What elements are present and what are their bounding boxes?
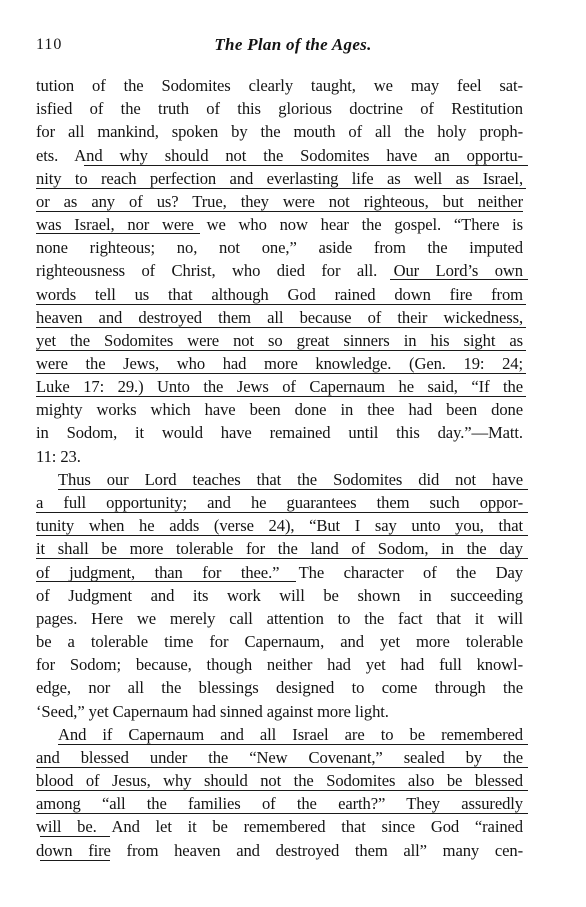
text-line: yet the Sodomites were not so great sinners in his sight as [36,331,523,350]
text-line: of judgment, than for thee.” The character of the Day [36,563,523,582]
text-line: will be. And let it be remembered that since God “rained [36,817,523,836]
text-line: And if Capernaum and all Israel are to be remembered [58,725,523,744]
text-line: none righteous; no, not one,” aside from the imputed [36,238,523,257]
pen-underline [36,512,528,513]
pen-underline [36,327,526,328]
pen-underline [36,211,523,212]
text-line: isfied of the truth of this glorious doctrine of Restitution [36,99,523,118]
text-line: Thus our Lord teaches that the Sodomites did not have [58,470,523,489]
text-line: blood of Jesus, why should not the Sodomites also be blessed [36,771,523,790]
pen-underline [390,279,528,280]
pen-underline [36,813,528,814]
text-line: a full opportunity; and he guarantees them such oppor- [36,493,523,512]
pen-underline [36,188,526,189]
page-number: 110 [36,36,63,53]
text-line: tunity when he adds (verse 24), “But I say unto you, that [36,516,523,535]
pen-underline [58,489,528,490]
pen-underline [58,744,528,745]
pen-underline [36,373,526,374]
text-line: were the Jews, who had more knowledge. (Gen. 19: 24; [36,354,523,373]
pen-underline [36,350,526,351]
text-line: righteousness of Christ, who died for all. Our Lord’s own [36,261,523,280]
text-line: among “all the families of the earth?” They assuredly [36,794,523,813]
pen-underline [36,396,526,397]
text-line: it shall be more tolerable for the land of Sodom, in the day [36,539,523,558]
text-line: down fire from heaven and destroyed them all” many cen- [36,841,523,860]
text-line: tution of the Sodomites clearly taught, we may feel sat- [36,76,523,95]
text-line: Luke 17: 29.) Unto the Jews of Capernaum he said, “If the [36,377,523,396]
text-line: and blessed under the “New Covenant,” sealed by the [36,748,523,767]
text-line: for Sodom; because, though neither had yet had full knowl- [36,655,523,674]
text-line: mighty works which have been done in thee had been done [36,400,523,419]
text-line: for all mankind, spoken by the mouth of all the holy proph- [36,122,523,141]
text-line: heaven and destroyed them all because of their wickedness, [36,308,523,327]
pen-underline [36,535,528,536]
pen-underline [36,558,528,559]
text-line: 11: 23. [36,447,81,466]
text-line: ‘Seed,” yet Capernaum had sinned against more light. [36,702,389,721]
text-line: in Sodom, it would have remained until this day.”—Matt. [36,423,523,442]
pen-underline [40,860,110,861]
text-line: was Israel, nor were we who now hear the gospel. “There is [36,215,523,234]
text-line: ets. And why should not the Sodomites have an opportu- [36,146,523,165]
text-line: of Judgment and its work will be shown in succeeding [36,586,523,605]
pen-underline [36,233,200,234]
running-title: The Plan of the Ages. [214,35,372,54]
text-line: or as any of us? True, they were not righteous, but neither [36,192,523,211]
text-line: words tell us that although God rained down fire from [36,285,523,304]
pen-underline [84,165,528,166]
text-line: pages. Here we merely call attention to the fact that it will [36,609,523,628]
pen-underline [36,767,528,768]
pen-underline [36,304,526,305]
pen-underline [36,790,528,791]
pen-underline [40,836,110,837]
text-line: nity to reach perfection and everlasting life as well as Israel, [36,169,523,188]
text-line: edge, nor all the blessings designed to come through the [36,678,523,697]
text-line: be a tolerable time for Capernaum, and yet more tolerable [36,632,523,651]
pen-underline [36,581,296,582]
